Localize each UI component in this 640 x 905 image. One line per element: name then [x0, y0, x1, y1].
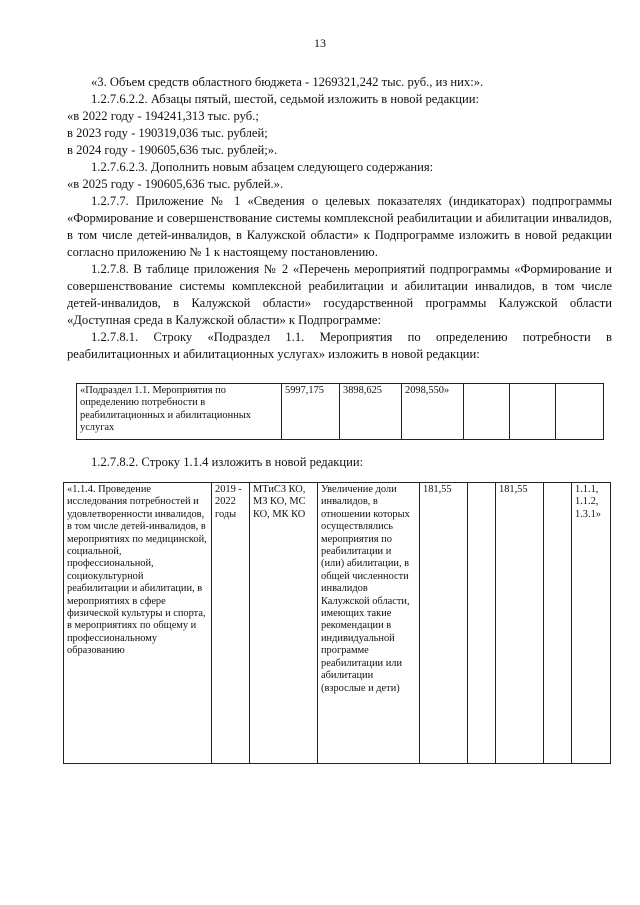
paragraph: в 2024 году - 190605,636 тыс. рублей;». [67, 143, 278, 157]
measure-table [63, 482, 611, 764]
table-cell [544, 483, 572, 764]
subsection-table [76, 383, 604, 440]
paragraph: 1.2.7.6.2.2. Абзацы пятый, шестой, седьмой изложить в новой редакции: [91, 92, 480, 106]
table-cell: 3898,625 [340, 384, 402, 440]
table-row [77, 384, 604, 440]
table-cell: 1.1.1, 1.1.2, 1.3.1» [572, 483, 611, 764]
paragraph: 1.2.7.8.2. Строку 1.1.4 изложить в новой редакции: [91, 455, 364, 469]
paragraph: 1.2.7.6.2.3. Дополнить новым абзацем следующего содержания: [91, 160, 434, 174]
document-body [67, 74, 612, 363]
table-cell [468, 483, 496, 764]
paragraph: в 2023 году - 190319,036 тыс. рублей; [67, 126, 268, 140]
paragraph: «в 2025 году - 190605,636 тыс. рублей.». [67, 177, 284, 191]
table-cell: 5997,175 [282, 384, 340, 440]
table-cell: 181,55 [420, 483, 468, 764]
table-cell: 2019 - 2022 годы [212, 483, 250, 764]
paragraph: 1.2.7.8.1. Строку «Подраздел 1.1. Мероприятия по определению потребности в реабилитационных и абилитационных услугах» изложить в новой редакции: [67, 330, 612, 361]
table-cell [464, 384, 510, 440]
table-row [64, 483, 611, 764]
table-cell [556, 384, 604, 440]
table-cell: 2098,550» [402, 384, 464, 440]
table-cell: «1.1.4. Проведение исследования потребностей и удовлетворенности инвалидов, в том числе детей-инвалидов, в мероприятиях по медицинской, социальной, профессиональной, социокультурной реабилитации и абилитации, в мероприятиях в сфере физической культуры и спорта, в мероприятиях по общему и профессиональному образованию [64, 483, 212, 764]
paragraph: 1.2.7.8. В таблице приложения № 2 «Перечень мероприятий подпрограммы «Формирование и совершенствование системы комплексной реабилитации и абилитации инвалидов, в том числе детей-инвалидов, в Калужской области» государственной программы Калужской области «Доступная среда в Калужской области» к Подпрограмме: [67, 262, 612, 327]
page-number: 13 [314, 36, 326, 50]
table-cell: Увеличение доли инвалидов, в отношении которых осуществлялись мероприятия по реабилитации и (или) абилитации, в общей численности инвалидов Калужской области, имеющих такие рекомендации в индивидуальной программе реабилитации или абилитации (взрослые и дети) [318, 483, 420, 764]
table-cell: «Подраздел 1.1. Мероприятия по определению потребности в реабилитационных и абилитационных услугах [77, 384, 282, 440]
table-cell [510, 384, 556, 440]
paragraph: 1.2.7.7. Приложение № 1 «Сведения о целевых показателях (индикаторах) подпрограммы «Формирование и совершенствование системы комплексной реабилитации и абилитации инвалидов, в том числе детей-инвалидов, в Калужской области» к Подпрограмме изложить в новой редакции согласно приложению № 1 к настоящему постановлению. [67, 194, 612, 259]
table-cell: 181,55 [496, 483, 544, 764]
table-cell: МТиСЗ КО, МЗ КО, МС КО, МК КО [250, 483, 318, 764]
paragraph: «3. Объем средств областного бюджета - 1269321,242 тыс. руб., из них:». [91, 75, 484, 89]
paragraph: «в 2022 году - 194241,313 тыс. руб.; [67, 109, 259, 123]
